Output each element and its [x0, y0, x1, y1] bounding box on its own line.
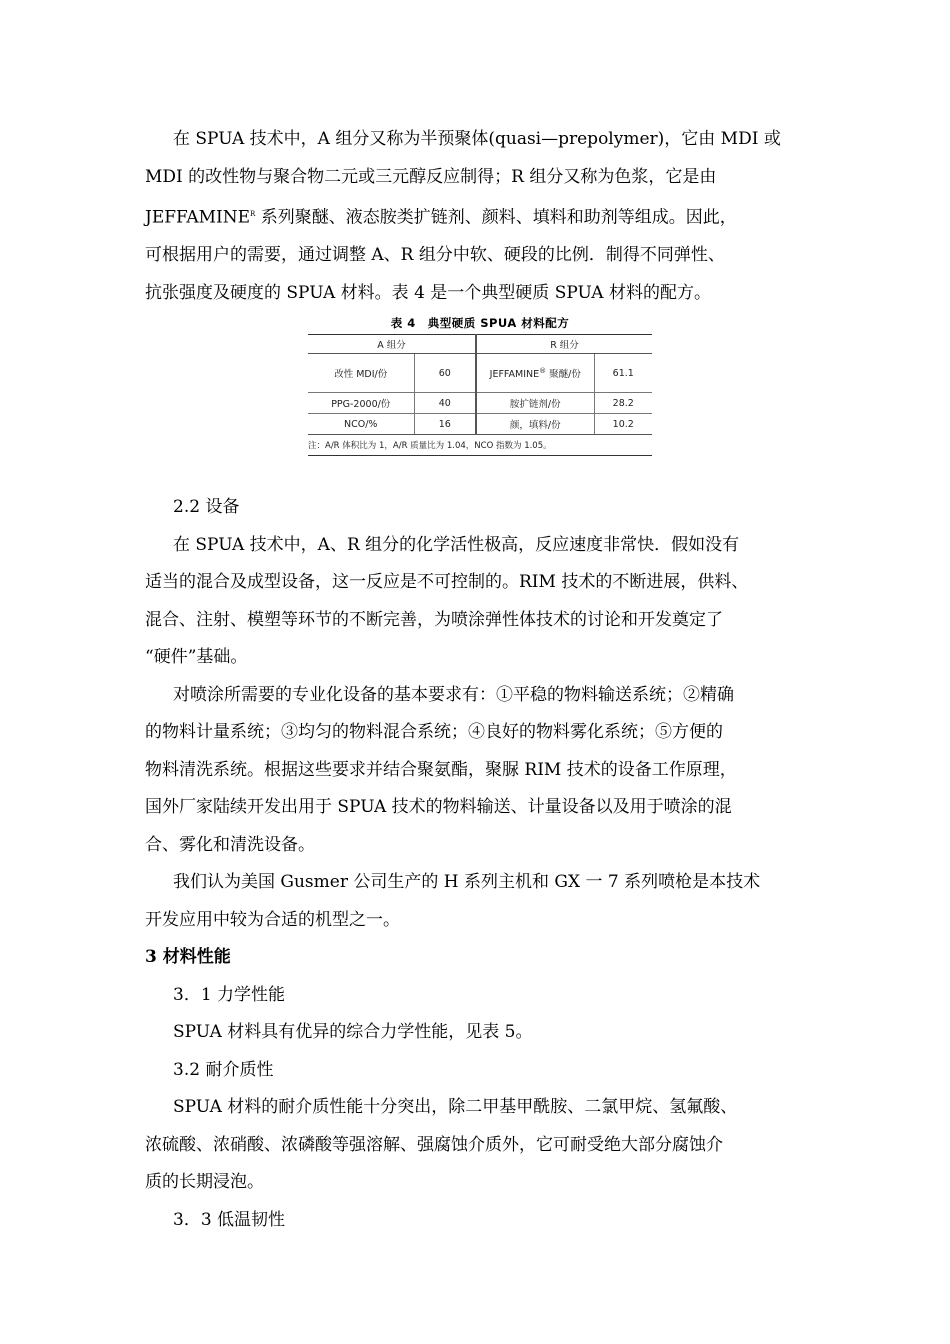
paragraph-line: 我们认为美国 Gusmer 公司生产的 H 系列主机和 GX 一 7 系列喷枪是本技术	[173, 872, 761, 892]
a-name-cell: PPG-2000/份	[308, 393, 414, 414]
table-row	[308, 393, 652, 414]
a-name-cell: 改性 MDI/份	[334, 369, 388, 380]
main-section	[145, 489, 815, 1239]
paragraph-line: 在 SPUA 技术中，A、R 组分的化学活性极高，反应速度非常快．假如没有	[173, 534, 740, 555]
table-row	[308, 354, 652, 393]
intro-section	[145, 121, 815, 312]
paragraph-line: 物料清洗系统。根据这些要求并结合聚氨酯，聚脲 RIM 技术的设备工作原理，	[145, 759, 737, 780]
section-heading: 3.2 耐介质性	[173, 1059, 274, 1080]
section-heading: 3．3 低温韧性	[173, 1209, 286, 1230]
a-value-cell: 40	[414, 393, 476, 414]
paragraph-line: 的物料计量系统；③均匀的物料混合系统；④良好的物料雾化系统；⑤方便的	[145, 722, 723, 742]
paragraph-line: “硬件”基础。	[145, 647, 248, 667]
section-heading: 2.2 设备	[173, 497, 240, 517]
jeffamine-term: JEFFAMINE	[145, 207, 251, 228]
paragraph-line: 合、雾化和清洗设备。	[145, 834, 315, 855]
chapter-heading: 3 材料性能	[145, 947, 231, 967]
paragraph-line: 在 SPUA 技术中，A 组分又称为半预聚体(quasi—prepolymer)，它由 MDI 或	[173, 129, 781, 149]
paragraph-line: MDI 的改性物与聚合物二元或三元醇反应制得；R 组分又称为色浆，它是由	[145, 166, 717, 187]
header-r-component: R 组分	[476, 335, 652, 354]
r-name-cell: 颜，填料/份	[476, 414, 594, 435]
r-name-suffix: 聚醚/份	[546, 369, 581, 380]
section-heading: 3．1 力学性能	[173, 984, 286, 1005]
table-note: 注：A/R 体积比为 1，A/R 质量比为 1.04，NCO 指数为 1.05。	[308, 435, 652, 456]
paragraph-line: 抗张强度及硬度的 SPUA 材料。表 4 是一个典型硬质 SPUA 材料的配方。	[145, 282, 711, 303]
paragraph-line: 质的长期浸泡。	[145, 1172, 264, 1192]
header-a-component: A 组分	[308, 335, 476, 354]
paragraph-line: 混合、注射、模塑等环节的不断完善，为喷涂弹性体技术的讨论和开发奠定了	[145, 609, 723, 630]
registered-mark: ®	[539, 366, 547, 375]
paragraph-line	[145, 196, 815, 237]
table-title: 表 4 典型硬质 SPUA 材料配方	[390, 316, 570, 330]
r-name-text: JEFFAMINE	[489, 369, 540, 380]
r-name-cell	[476, 354, 594, 393]
paragraph-line: 浓硫酸、浓硝酸、浓磷酸等强溶解、强腐蚀介质外，它可耐受绝大部分腐蚀介	[145, 1134, 723, 1155]
r-value-cell: 10.2	[594, 414, 652, 435]
formula-table	[308, 312, 652, 456]
paragraph-line: 可根据用户的需要，通过调整 A、R 组分中软、硬段的比例．制得不同弹性、	[145, 245, 725, 266]
paragraph-line: 对喷涂所需要的专业化设备的基本要求有：①平稳的物料输送系统；②精确	[173, 684, 734, 705]
paragraph-fragment: 系列聚醚、液态胺类扩链剂、颜料、填料和助剂等组成。因此，	[255, 207, 737, 228]
r-value-cell: 28.2	[594, 393, 652, 414]
paragraph-line: SPUA 材料的耐介质性能十分突出，除二甲基甲酰胺、二氯甲烷、氢氟酸、	[173, 1097, 738, 1117]
formula-table-grid	[308, 334, 652, 456]
r-value-cell: 61.1	[594, 354, 652, 393]
paragraph-line: 开发应用中较为合适的机型之一。	[145, 909, 400, 930]
registered-mark: R	[250, 210, 256, 218]
table-header-row	[308, 335, 652, 354]
a-name-cell: NCO/%	[308, 414, 414, 435]
table-row	[308, 414, 652, 435]
paragraph-line: SPUA 材料具有优异的综合力学性能，见表 5。	[173, 1022, 533, 1042]
a-value-cell: 16	[414, 414, 476, 435]
a-value-cell: 60	[414, 354, 476, 393]
paragraph-line: 适当的混合及成型设备，这一反应是不可控制的。RIM 技术的不断进展，供料、	[145, 572, 749, 592]
paragraph-line: 国外厂家陆续开发出用于 SPUA 技术的物料输送、计量设备以及用于喷涂的混	[145, 797, 732, 817]
r-name-cell: 胺扩链剂/份	[476, 393, 594, 414]
table-note-row	[308, 435, 652, 456]
